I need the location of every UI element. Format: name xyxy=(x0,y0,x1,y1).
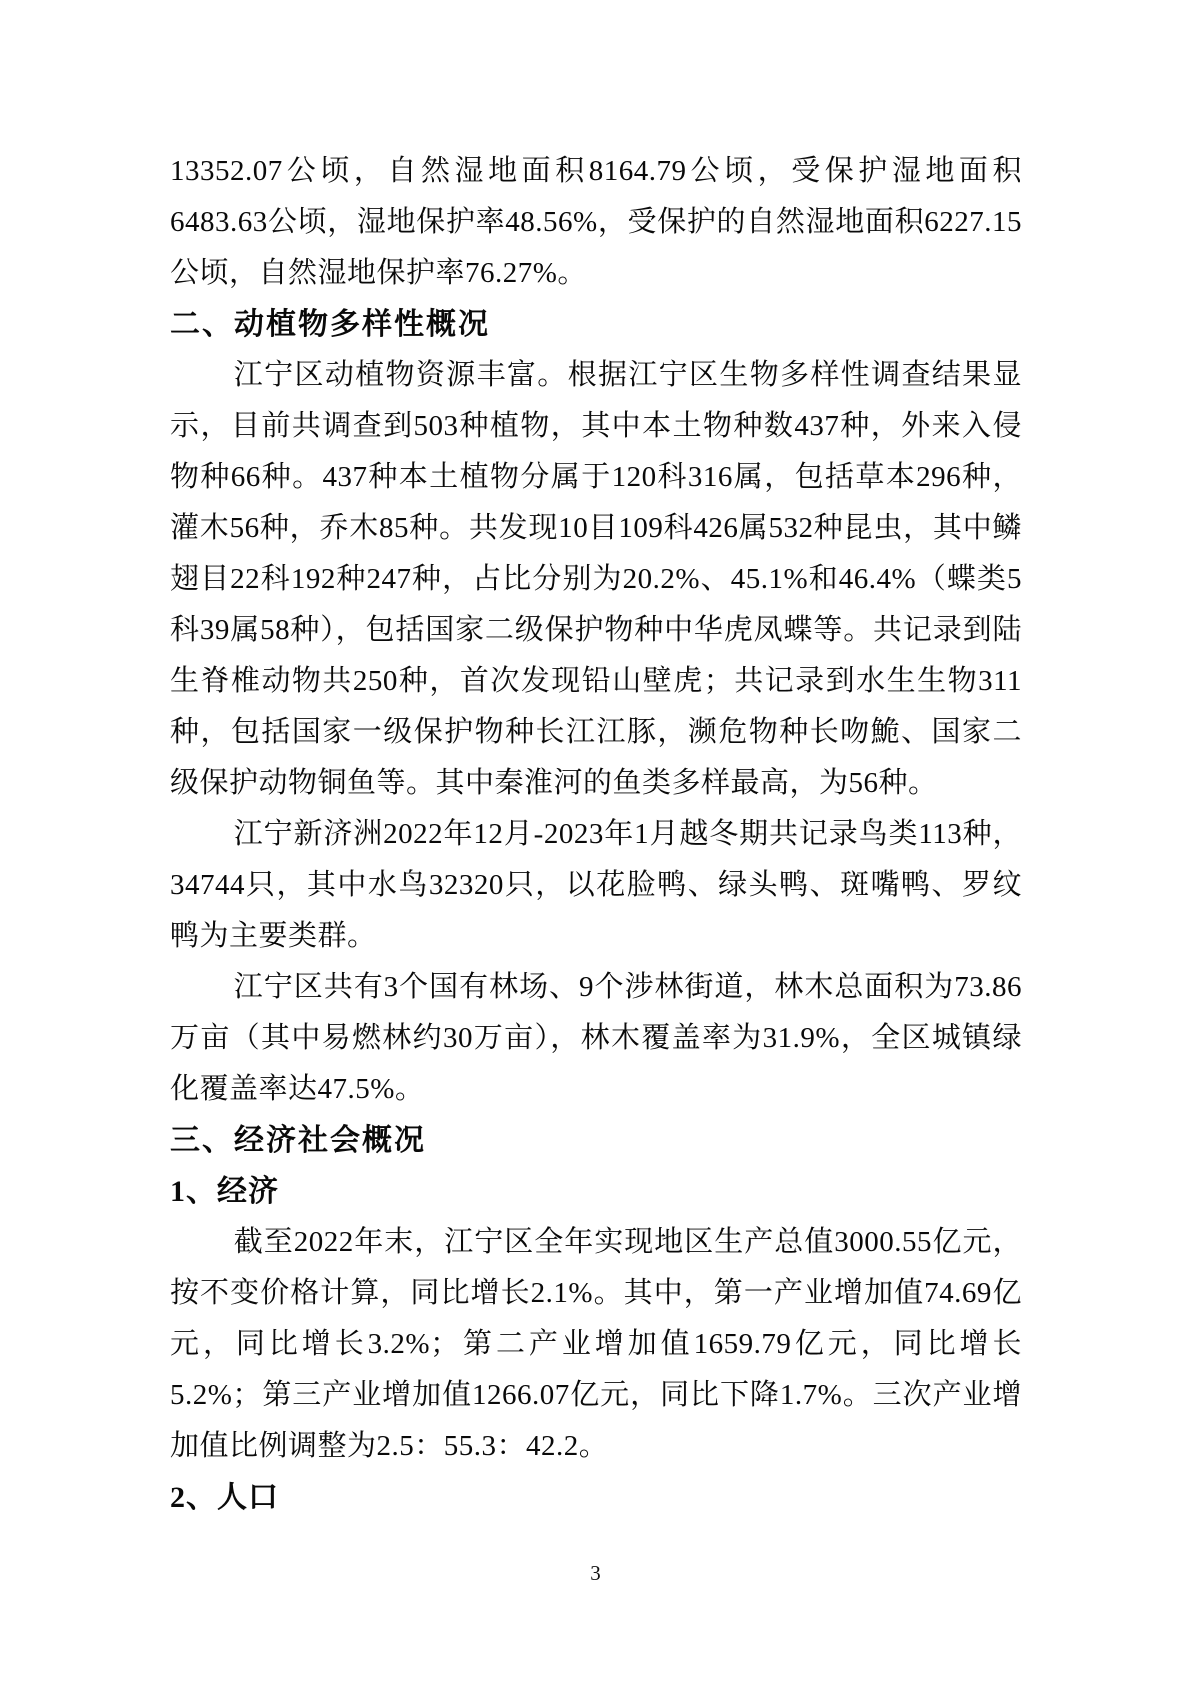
paragraph-gdp-statistics: 截至2022年末，江宁区全年实现地区生产总值3000.55亿元，按不变价格计算，同比增长2.1%。其中，第一产业增加值74.69亿元，同比增长3.2%；第二产业增加值1659.79亿元，同比增长5.2%；第三产业增加值1266.07亿元，同比下降1.7%。三次产业增加值比例调整为2.5：55.3：42.2。 xyxy=(170,1226,1022,1462)
heading-biodiversity-overview: 二、动植物多样性概况 xyxy=(170,308,490,341)
paragraph-wintering-birds: 江宁新济洲2022年12月-2023年1月越冬期共记录鸟类113种，34744只，其中水鸟32320只，以花脸鸭、绿头鸭、斑嘴鸭、罗纹鸭为主要类群。 xyxy=(170,818,1022,952)
paragraph-wetland-stats: 13352.07公顷，自然湿地面积8164.79公顷，受保护湿地面积6483.63公顷，湿地保护率48.56%，受保护的自然湿地面积6227.15公顷，自然湿地保护率76.27%。 xyxy=(170,155,1022,289)
page-number: 3 xyxy=(590,1561,601,1585)
subheading-economy: 1、经济 xyxy=(170,1175,279,1208)
heading-economy-society-overview: 三、经济社会概况 xyxy=(170,1124,426,1157)
paragraph-forest-coverage: 江宁区共有3个国有林场、9个涉林街道，林木总面积为73.86万亩（其中易燃林约30万亩），林木覆盖率为31.9%，全区城镇绿化覆盖率达47.5%。 xyxy=(170,971,1022,1105)
paragraph-species-survey: 江宁区动植物资源丰富。根据江宁区生物多样性调查结果显示，目前共调查到503种植物，其中本土物种数437种，外来入侵物种66种。437种本土植物分属于120科316属，包括草本296种，灌木56种，乔木85种。共发现10目109科426属532种昆虫，其中鳞翅目22科192种247种，占比分别为20.2%、45.1%和46.4%（蝶类5科39属58种），包括国家二级保护物种中华虎凤蝶等。共记录到陆生脊椎动物共250种，首次发现铅山壁虎；共记录到水生生物311种，包括国家一级保护物种长江江豚，濒危物种长吻鮠、国家二级保护动物铜鱼等。其中秦淮河的鱼类多样最高，为56种。 xyxy=(170,359,1022,799)
document-body xyxy=(170,146,1022,1523)
subheading-population: 2、人口 xyxy=(170,1481,279,1514)
